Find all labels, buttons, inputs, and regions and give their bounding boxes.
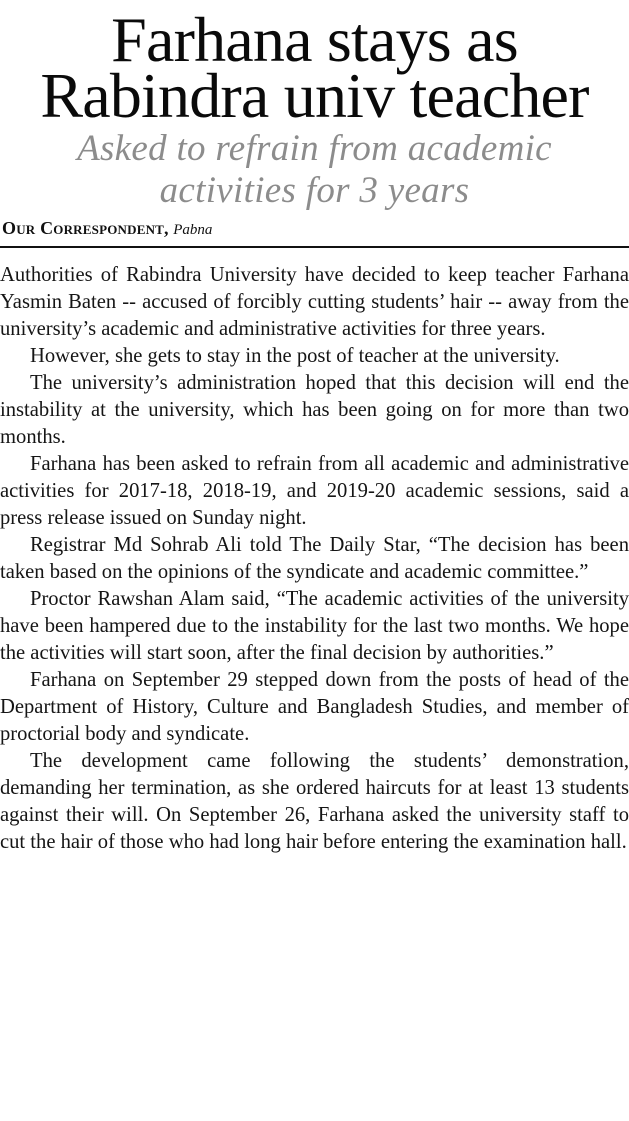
article-paragraph: The development came following the students’ demonstration, demanding her termination, as she ordered haircuts for at least 13 students against their will. On September 26, Farhana asked the university staff to cut the hair of those who had long hair before entering the examination hall. [0,750,629,853]
byline [0,218,629,248]
byline-location: Pabna [173,222,213,238]
headline-line-1: Farhana stays as [111,4,518,75]
article-paragraph: The university’s administration hoped that this decision will end the instability at the university, which has been going on for more than two months. [0,372,629,448]
article-paragraph: Proctor Rawshan Alam said, “The academic activities of the university have been hampered due to the instability for the last two months. We hope the activities will start soon, after the final decision by authorities.” [0,588,629,664]
subheadline-line-1: Asked to refrain from academic [77,128,552,169]
article-paragraph: Farhana on September 29 stepped down from the posts of head of the Department of History, Culture and Bangladesh Studies, and member of proctorial body and syndicate. [0,669,629,745]
headline [0,0,629,131]
article-paragraph: Farhana has been asked to refrain from all academic and administrative activities for 2017-18, 2018-19, and 2019-20 academic sessions, said a press release issued on Sunday night. [0,453,629,529]
headline-line-2: Rabindra univ teacher [40,60,589,131]
article-paragraph: Authorities of Rabindra University have decided to keep teacher Farhana Yasmin Baten -- accused of forcibly cutting students’ hair -- away from the university’s academic and administrative activities for three years. [0,264,629,340]
subheadline-line-2: activities for 3 years [159,170,470,211]
subheadline [0,128,629,212]
byline-author: Our Correspondent, [2,218,169,238]
article-paragraph: Registrar Md Sohrab Ali told The Daily Star, “The decision has been taken based on the opinions of the syndicate and academic committee.” [0,534,629,583]
article-paragraph: However, she gets to stay in the post of teacher at the university. [30,345,560,367]
article-body [0,248,629,856]
